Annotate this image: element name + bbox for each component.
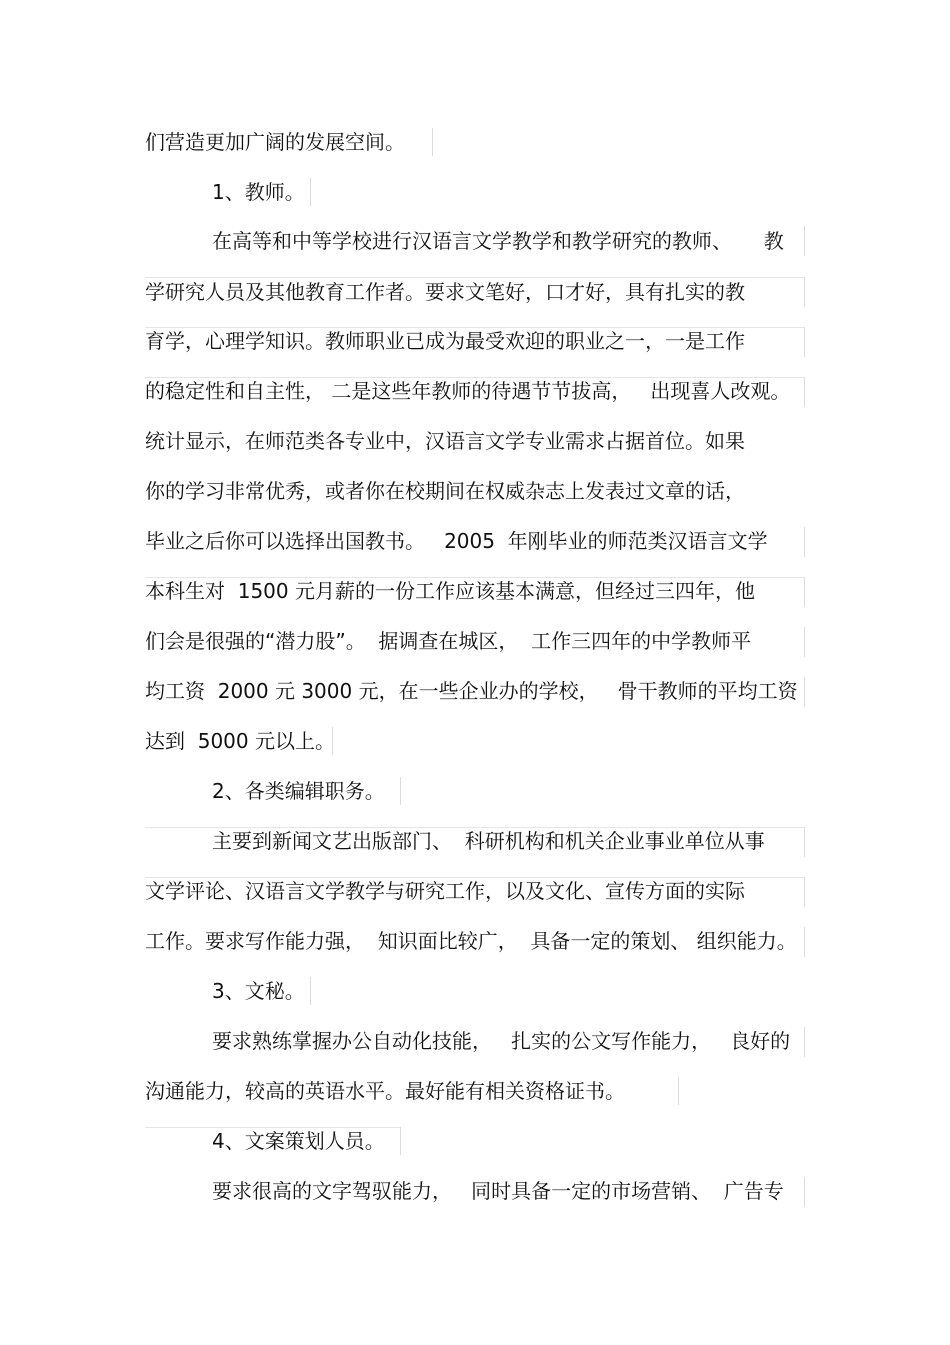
guide-line [400, 777, 401, 805]
guide-line [432, 128, 433, 156]
guide-line [804, 1027, 805, 1057]
text-line-4: 学研究人员及其他教育工作者。要求文笔好，口才好，具有扎实的教 [145, 280, 745, 304]
text-line-17: 工作。要求写作能力强， 知识面比较广， 具备一定的策划、 组织能力。 [145, 929, 797, 953]
guide-line [804, 277, 805, 307]
guide-line [804, 226, 805, 256]
guide-line [310, 977, 311, 1005]
guide-line [804, 627, 805, 657]
text-line-3: 在高等和中等学校进行汉语言文学教学和教学研究的教师、 教 [212, 229, 784, 253]
guide-line [678, 1077, 679, 1105]
guide-line [145, 277, 805, 278]
text-line-7: 统计显示，在师范类各专业中，汉语言文学专业需求占据首位。如果 [145, 429, 745, 453]
text-line-13: 达到 5000 元以上。 [145, 729, 335, 753]
guide-line [804, 377, 805, 407]
guide-line [804, 527, 805, 557]
guide-line [804, 877, 805, 907]
text-line-11: 们会是很强的“潜力股”。 据调查在城区， 工作三四年的中学教师平 [145, 629, 752, 653]
text-line-6: 的稳定性和自主性， 二是这些年教师的待遇节节拔高， 出现喜人改观。 [145, 379, 791, 403]
text-line-20: 沟通能力，较高的英语水平。最好能有相关资格证书。 [145, 1079, 625, 1103]
text-line-19: 要求熟练掌握办公自动化技能， 扎实的公文写作能力， 良好的 [212, 1029, 791, 1053]
section-heading-editor: 2、各类编辑职务。 [212, 779, 385, 803]
text-line-12: 均工资 2000 元 3000 元，在一些企业办的学校， 骨干教师的平均工资 [145, 679, 798, 703]
guide-line [145, 827, 805, 828]
section-heading-copywriter: 4、文案策划人员。 [212, 1129, 385, 1153]
text-line-22: 要求很高的文字驾驭能力， 同时具备一定的市场营销、 广告专 [212, 1179, 784, 1203]
text-line-5: 育学，心理学知识。教师职业已成为最受欢迎的职业之一，一是工作 [145, 329, 745, 353]
text-line-8: 你的学习非常优秀，或者你在校期间在权威杂志上发表过文章的话， [145, 479, 745, 503]
guide-line [145, 1127, 400, 1128]
text-line-10: 本科生对 1500 元月薪的一份工作应该基本满意，但经过三四年，他 [145, 579, 755, 603]
guide-line [804, 1177, 805, 1207]
guide-line [145, 327, 805, 328]
section-heading-teacher: 1、教师。 [212, 180, 305, 204]
guide-line [804, 677, 805, 707]
guide-line [804, 827, 805, 857]
guide-line [310, 178, 311, 206]
guide-line [145, 877, 805, 878]
guide-line [145, 377, 805, 378]
guide-line [400, 1127, 401, 1155]
text-line-1: 们营造更加广阔的发展空间。 [145, 130, 405, 154]
text-line-16: 文学评论、汉语言文学教学与研究工作，以及文化、宣传方面的实际 [145, 879, 745, 903]
section-heading-secretary: 3、文秘。 [212, 979, 305, 1003]
text-line-15: 主要到新闻文艺出版部门、 科研机构和机关企业事业单位从事 [212, 829, 765, 853]
guide-line [804, 327, 805, 357]
text-line-9: 毕业之后你可以选择出国教书。 2005 年刚毕业的师范类汉语言文学 [145, 529, 768, 553]
guide-line [332, 727, 333, 755]
guide-line [145, 577, 805, 578]
guide-line [804, 577, 805, 607]
guide-line [804, 927, 805, 957]
